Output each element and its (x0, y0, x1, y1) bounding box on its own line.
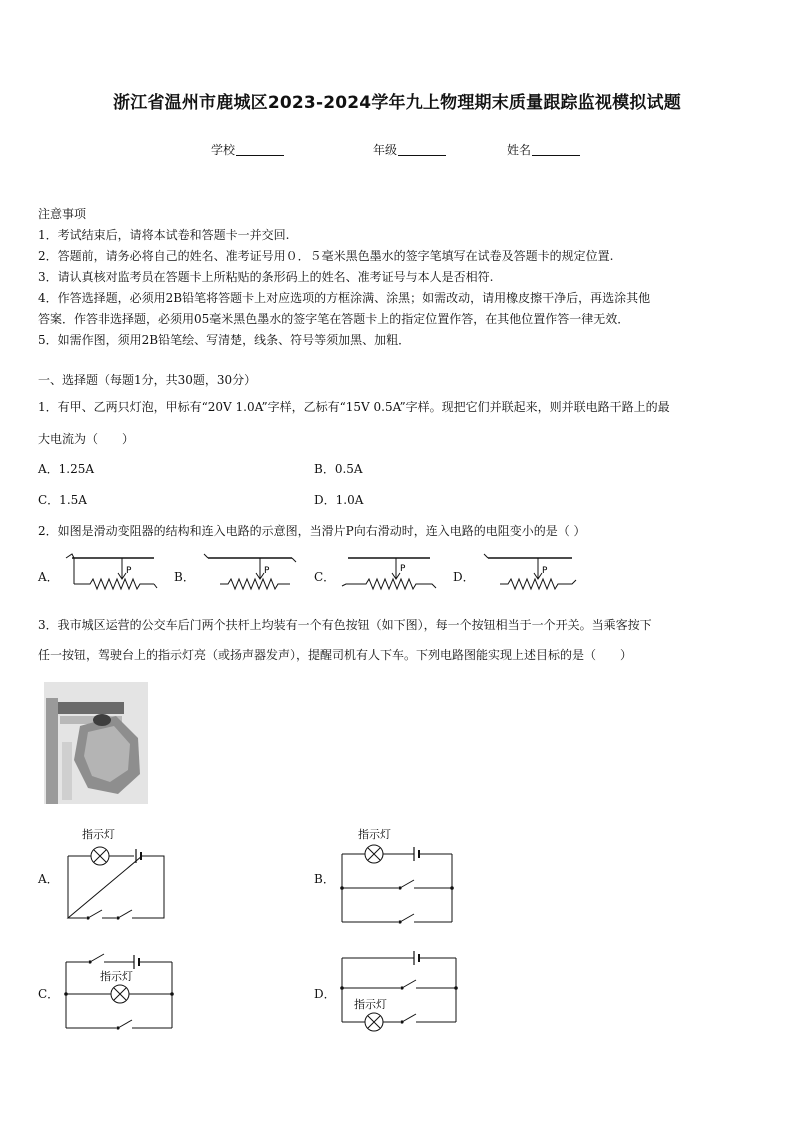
notice-heading: 注意事项 (38, 207, 87, 221)
q2-option-b: B． (174, 570, 195, 584)
school-blank (236, 155, 284, 156)
page-title: 浙江省温州市鹿城区2023-2024学年九上物理期末质量跟踪监视模拟试题 (113, 93, 681, 113)
q2-option-c: C． (314, 570, 336, 584)
name-field (507, 141, 580, 158)
grade-blank (398, 155, 446, 156)
q1-option-c: C．1.5A (38, 493, 87, 507)
section-heading: 一、选择题（每题1分，共30题，30分） (38, 373, 257, 387)
school-label: 学校 (211, 143, 236, 157)
circuit-diagram-c (60, 944, 180, 1036)
lamp-label: 指示灯 (358, 828, 391, 841)
q1-stem-line2: 大电流为（ ） (38, 432, 135, 446)
notice-item: 答案．作答非选择题，必须用05毫米黑色墨水的签字笔在答题卡上的指定位置作答，在其他位置作答一律无效． (38, 312, 630, 326)
lamp-label: 指示灯 (354, 998, 387, 1011)
rheostat-diagram-c (338, 552, 438, 592)
slider-label: P (264, 566, 270, 576)
q3-stem-line1: 3．我市城区运营的公交车后门两个扶杆上均装有一个有色按钮（如下图），每一个按钮相当于一个开关。当乘客按下 (38, 618, 652, 632)
slider-label: P (126, 566, 132, 576)
circuit-diagram-b (338, 824, 458, 928)
notice-item: 3．请认真核对监考员在答题卡上所粘贴的条形码上的姓名、准考证号与本人是否相符. (38, 270, 494, 284)
q3-option-c: C． (38, 987, 60, 1001)
school-field (211, 141, 284, 158)
q3-option-d: D． (314, 987, 336, 1001)
circuit-diagram-d (338, 946, 462, 1038)
rheostat-diagram-a (62, 552, 162, 592)
q3-option-b: B． (314, 872, 335, 886)
lamp-label: 指示灯 (82, 828, 115, 841)
q1-option-b: B．0.5A (314, 462, 363, 476)
bus-button-photo (44, 682, 148, 804)
lamp-label: 指示灯 (100, 970, 133, 983)
grade-label: 年级 (373, 143, 398, 157)
rheostat-diagram-d (480, 552, 580, 592)
q3-option-a: A． (38, 872, 59, 886)
notice-item: 2．答题前，请务必将自己的姓名、准考证号用０．５毫米黑色墨水的签字笔填写在试卷及答题卡的规定位置. (38, 249, 614, 263)
q2-option-a: A． (38, 570, 59, 584)
notice-item: 4．作答选择题，必须用2B铅笔将答题卡上对应选项的方框涂满、涂黑；如需改动，请用橡皮擦干净后，再选涂其他 (38, 291, 651, 305)
name-blank (532, 155, 580, 156)
circuit-diagram-a (60, 824, 180, 924)
q2-option-d: D． (453, 570, 475, 584)
notice-item: 1．考试结束后，请将本试卷和答题卡一并交回. (38, 228, 290, 242)
q1-option-d: D．1.0A (314, 493, 364, 507)
q2-stem: 2．如图是滑动变阻器的结构和连入电路的示意图，当滑片P向右滑动时，连入电路的电阻变小的是（ ） (38, 524, 586, 538)
rheostat-diagram-b (200, 552, 300, 592)
name-label: 姓名 (507, 143, 532, 157)
q1-option-a: A．1.25A (38, 462, 95, 476)
grade-field (373, 141, 446, 158)
slider-label: P (542, 566, 548, 576)
q3-stem-line2: 任一按钮，驾驶台上的指示灯亮（或扬声器发声），提醒司机有人下车。下列电路图能实现上述目标的是（ ） (38, 648, 633, 662)
notice-item: 5．如需作图，须用2B铅笔绘、写清楚，线条、符号等须加黑、加粗． (38, 333, 411, 347)
slider-label: P (400, 564, 406, 574)
q1-stem-line1: 1．有甲、乙两只灯泡，甲标有“20V 1.0A”字样，乙标有“15V 0.5A”字样。现把它们并联起来，则并联电路干路上的最 (38, 400, 670, 414)
